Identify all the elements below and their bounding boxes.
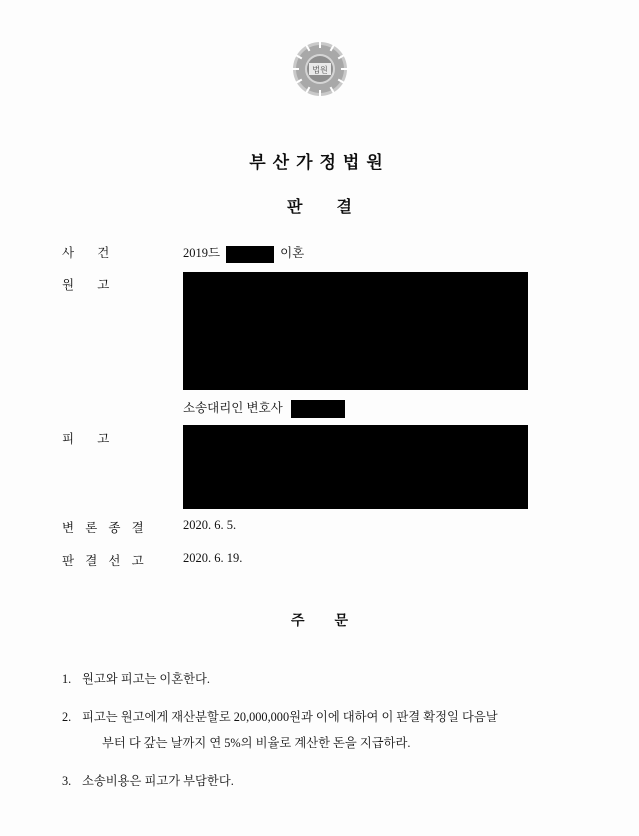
svg-text:법원: 법원 (311, 65, 328, 75)
case-type: 이혼 (280, 246, 305, 260)
order-number-2: 2. (62, 710, 72, 724)
closing-argument-label: 변 론 종 결 (62, 521, 148, 535)
order-item-3 (62, 768, 582, 794)
order-section-title: 주문 (290, 614, 379, 629)
defendant-label: 피 고 (62, 432, 120, 446)
document-type-title: 판결 (287, 199, 386, 216)
order-number-3: 3. (62, 774, 72, 788)
attorney-name-redaction (291, 400, 345, 418)
order-text-2-continuation: 부터 다 갚는 날까지 연 5%의 비율로 계산한 돈을 지급하라. (102, 736, 411, 750)
order-number-1: 1. (62, 672, 72, 686)
case-number: 2019드 (183, 246, 221, 260)
judgment-pronouncement-label: 판 결 선 고 (62, 554, 148, 568)
attorney-row (183, 398, 345, 418)
attorney-label: 소송대리인 변호사 (183, 401, 283, 415)
order-text-2: 피고는 원고에게 재산분할로 20,000,000원과 이에 대하여 이 판결 확정일 다음날 (82, 710, 498, 724)
plaintiff-label: 원 고 (62, 278, 120, 292)
court-emblem-container (0, 40, 639, 103)
order-item-1 (62, 666, 582, 692)
defendant-redaction (183, 425, 528, 509)
case-number-redaction (226, 246, 274, 263)
order-text-1: 원고와 피고는 이혼한다. (82, 672, 211, 686)
plaintiff-redaction (183, 272, 528, 390)
order-item-2 (62, 704, 582, 756)
case-value (183, 243, 304, 263)
court-name-title: 부산가정법원 (249, 153, 390, 172)
judgment-pronouncement-date: 2020. 6. 19. (183, 551, 243, 565)
closing-argument-date: 2020. 6. 5. (183, 518, 237, 532)
korean-court-emblem-icon (291, 40, 349, 98)
order-text-3: 소송비용은 피고가 부담한다. (82, 774, 234, 788)
case-label: 사 건 (62, 246, 120, 260)
